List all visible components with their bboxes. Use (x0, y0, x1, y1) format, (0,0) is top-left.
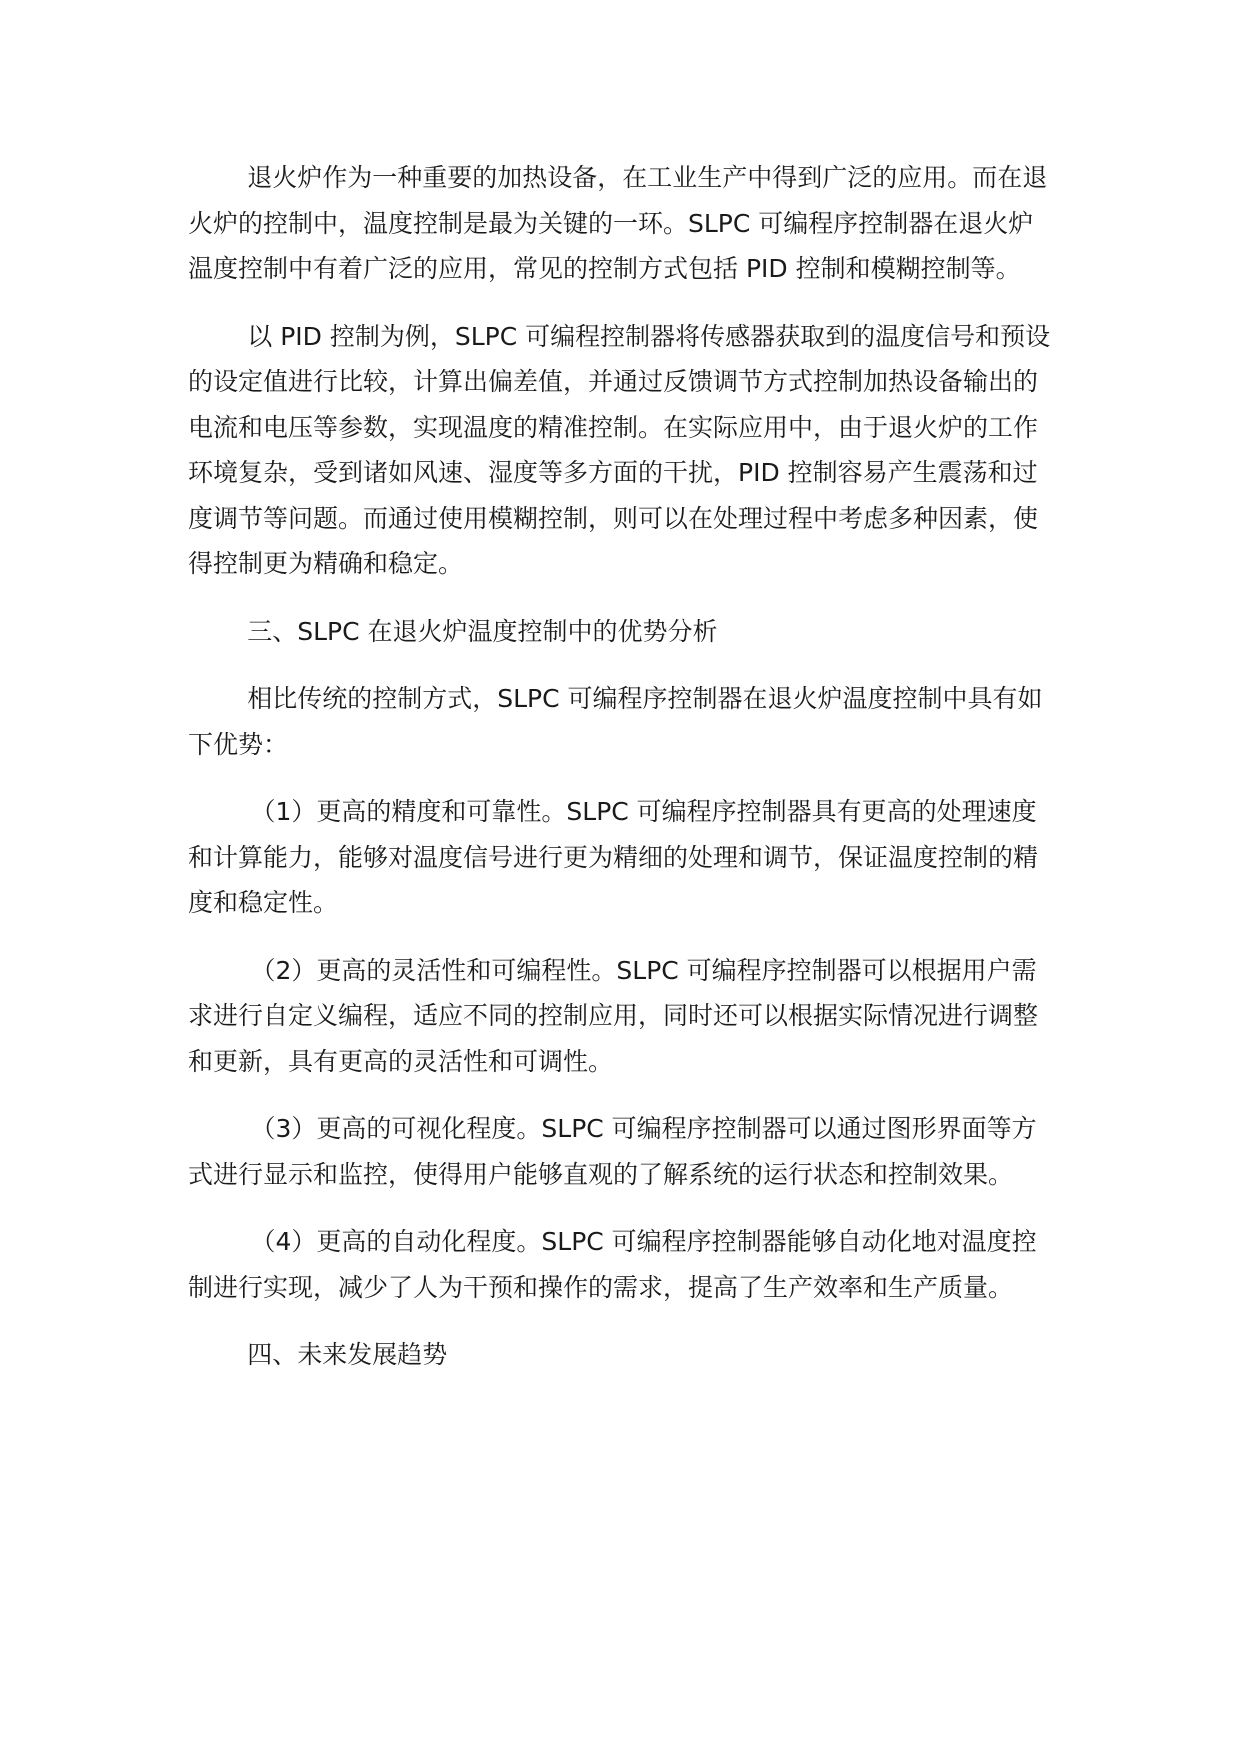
list-item-flexibility: （2）更高的灵活性和可编程性。SLPC 可编程序控制器可以根据用户需求进行自定义编程，适应不同的控制应用，同时还可以根据实际情况进行调整和更新，具有更高的灵活性和可调性。 (188, 955, 1039, 1076)
paragraph-intro: 退火炉作为一种重要的加热设备，在工业生产中得到广泛的应用。而在退火炉的控制中，温度控制是最为关键的一环。SLPC 可编程序控制器在退火炉温度控制中有着广泛的应用，常见的控制方式包括 PID 控制和模糊控制等。 (188, 163, 1048, 283)
list-item-precision: （1）更高的精度和可靠性。SLPC 可编程序控制器具有更高的处理速度和计算能力，能够对温度信号进行更为精细的处理和调节，保证温度控制的精度和稳定性。 (188, 797, 1039, 917)
section-heading-future: 四、未来发展趋势 (247, 1340, 448, 1369)
document-body (188, 155, 1058, 1400)
list-item-automation: （4）更高的自动化程度。SLPC 可编程序控制器能够自动化地对温度控制进行实现，减少了人为干预和操作的需求，提高了生产效率和生产质量。 (188, 1227, 1037, 1302)
list-item-visualization: （3）更高的可视化程度。SLPC 可编程序控制器可以通过图形界面等方式进行显示和监控，使得用户能够直观的了解系统的运行状态和控制效果。 (188, 1114, 1037, 1189)
paragraph-pid-example: 以 PID 控制为例，SLPC 可编程控制器将传感器获取到的温度信号和预设的设定值进行比较，计算出偏差值，并通过反馈调节方式控制加热设备输出的电流和电压等参数，实现温度的精准控制。在实际应用中，由于退火炉的工作环境复杂，受到诸如风速、湿度等多方面的干扰，PID 控制容易产生震荡和过度调节等问题。而通过使用模糊控制，则可以在处理过程中考虑多种因素，使得控制更为精确和稳定。 (188, 321, 1051, 578)
paragraph-advantages-intro: 相比传统的控制方式，SLPC 可编程序控制器在退火炉温度控制中具有如下优势： (188, 684, 1043, 759)
section-heading-advantages: 三、SLPC 在退火炉温度控制中的优势分析 (247, 616, 718, 646)
